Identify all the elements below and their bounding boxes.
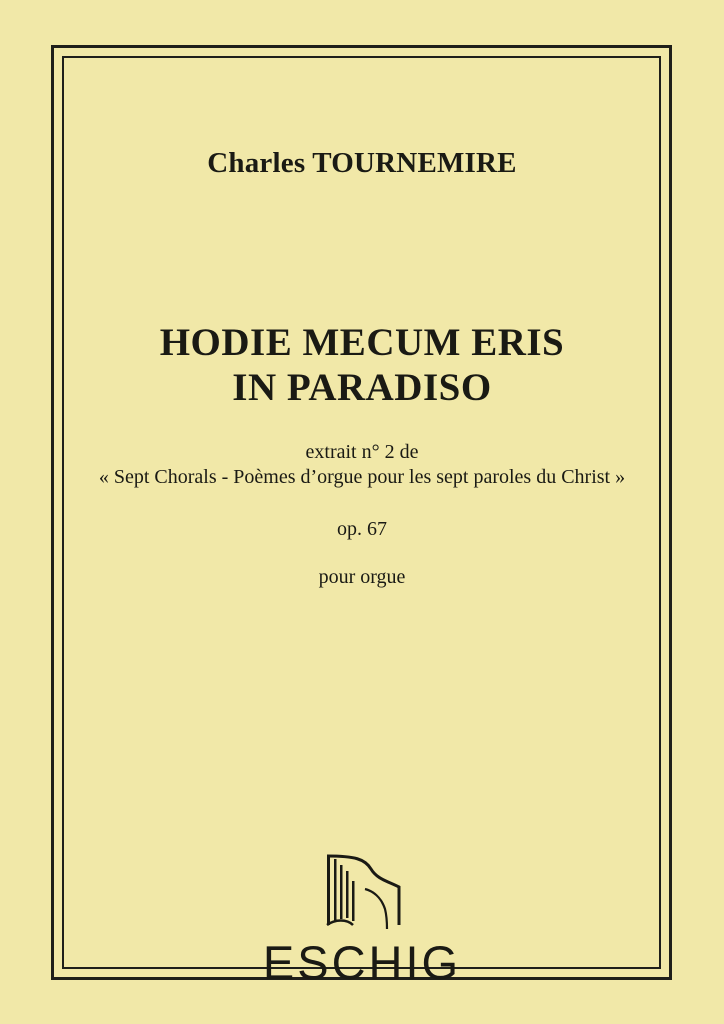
excerpt-line-1: extrait n° 2 de <box>305 441 419 463</box>
work-title <box>0 320 724 410</box>
composer-name: Charles TOURNEMIRE <box>207 147 517 179</box>
excerpt-line-2: « Sept Chorals - Poèmes d’orgue pour les sept paroles du Christ » <box>98 466 626 488</box>
excerpt-info <box>0 440 724 490</box>
inner-frame-border <box>62 56 661 969</box>
publisher-logo-text: ESCHIG <box>262 936 462 989</box>
harp-monogram-icon <box>325 853 405 933</box>
opus-number: op. 67 <box>337 518 387 540</box>
work-title-line-1: HODIE MECUM ERIS <box>159 321 565 364</box>
work-title-line-2: IN PARADISO <box>232 366 492 409</box>
instrumentation: pour orgue <box>318 566 406 588</box>
